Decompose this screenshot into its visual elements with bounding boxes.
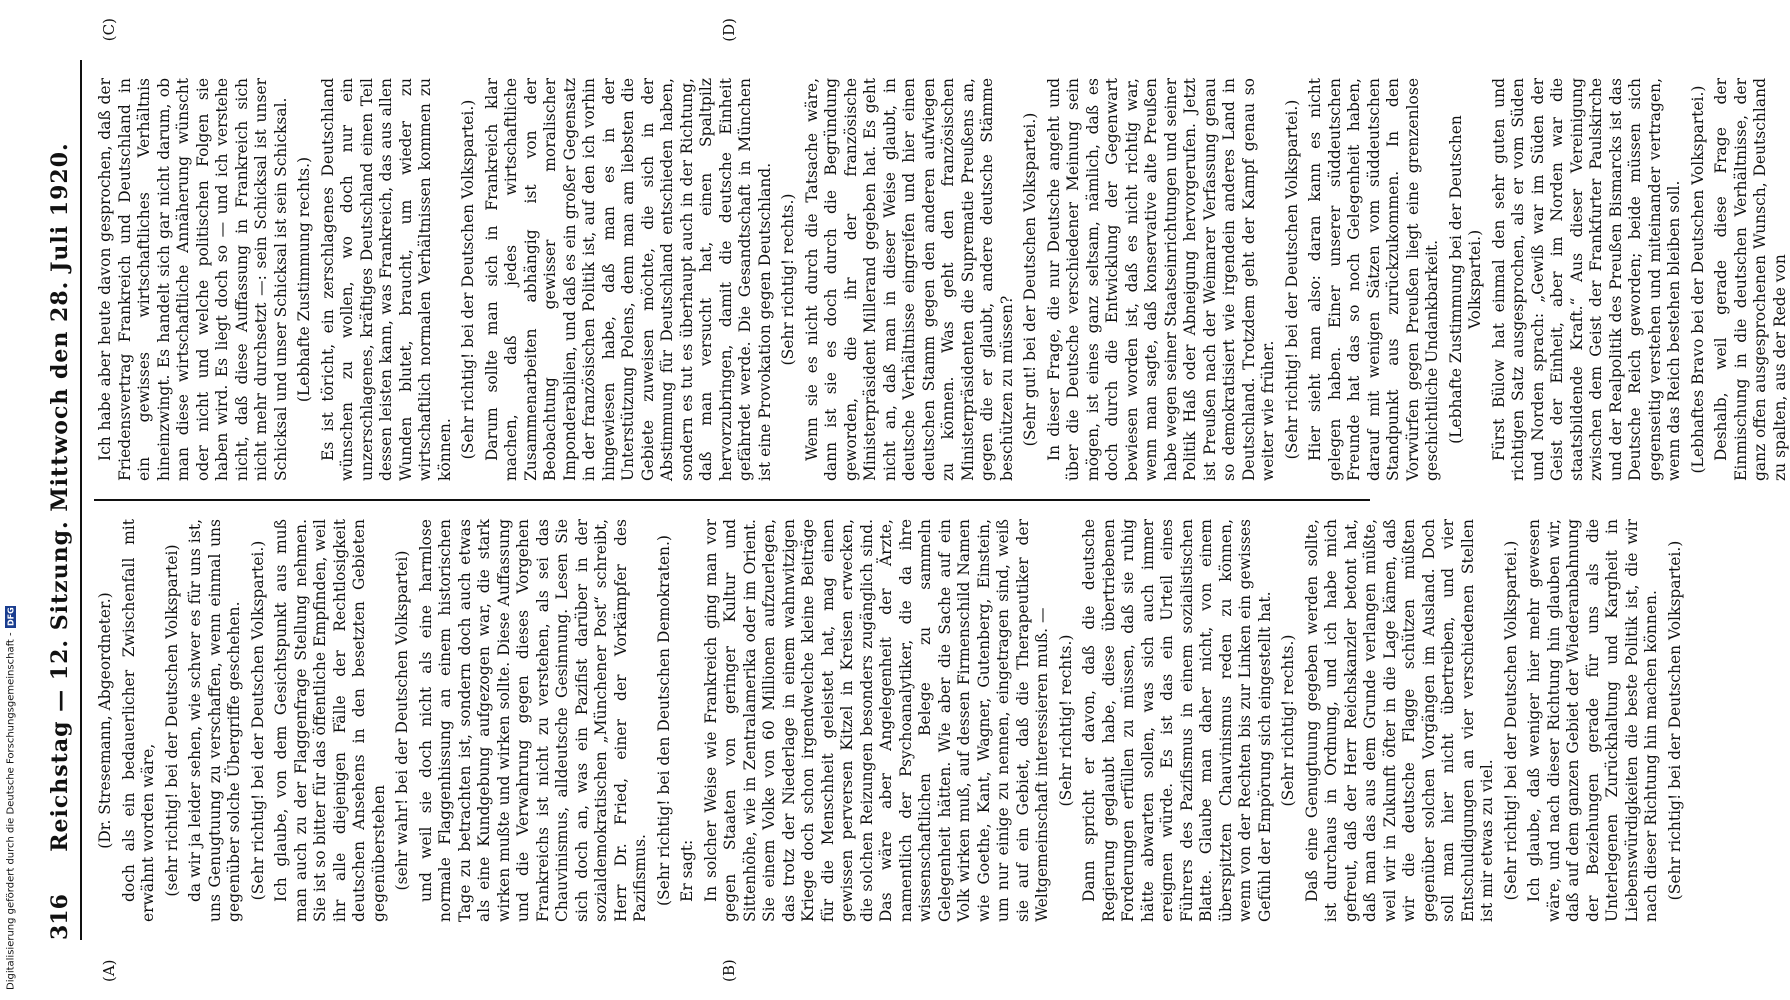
dfg-logo: DFG	[6, 607, 16, 627]
paragraph: (Sehr richtig! bei der Deutschen Volkspartei.)	[248, 540, 267, 901]
paragraph: Ich glaube, von dem Gesichtspunkt aus muß man auch zu der Flaggenfrage Stellung nehmen. Sie ist so bitter für das öffentliche Empfinden, weil ihr alle diejenigen Fälle der Rechtlosigkeit deutschen Ansehens in den besetzten Gebieten gegenüberstehen	[272, 519, 388, 922]
paragraph: (sehr wahr! bei der Deutschen Volkspartei)	[393, 550, 411, 891]
right-column	[90, 60, 1789, 499]
paragraph: Ich glaube, daß weniger hier mehr gewesen wäre, und nach dieser Richtung hin glauben wir, daß auf dem ganzen Gebiet der Wiederanbahnung der Beziehungen gerade für uns als die Unterlegenen Zurückhaltung und Kargheit in Liebenswürdigkeiten die beste Politik ist, die wir nach dieser Richtung hin machen können.	[1525, 519, 1660, 922]
paragraph: Darum sollte man sich in Frankreich klar machen, daß jedes wirtschaftliche Zusammenarbeiten abhängig ist von der Beobachtung gewisser moralischer Imponderabilien, und daß es ein großer Gegensatz in der französischen Politik ist, auf den ich vorhin hingewiesen habe, daß man es in der Unterstützung Polens, denn man am liebsten die Gebiete zuweisen möchte, die sich in der Abstimmung für Deutschland entschieden haben, sondern es tut es überhaupt auch in der Richtung, daß man versucht hat, einen Spaltpilz hervorzubringen, damit die deutsche Einheit gefährdet werde. Die Gesandtschaft in München ist eine Provokation gegen Deutschland.	[482, 78, 774, 481]
page-header	[40, 60, 82, 940]
page-title: Reichstag — 12. Sitzung. Mittwoch den 28. Juli 1920.	[47, 142, 73, 852]
paragraph: In dieser Frage, die nur Deutsche angeht und über die Deutsche verschiedener Meinung sein mögen, ist eines ganz seltsam, nämlich, daß es doch durch die Entwicklung der Gegenwart bewiesen worden ist, daß es nicht richtig war, wenn man sagte, daß konservative alte Preußen habe wegen seiner Staatseinrichtungen und seiner Politik Haß oder Abneigung hervorgerufen. Jetzt ist Preußen nach der Weimarer Verfassung genau so demokratisiert wie irgendein anderes Land in Deutschland. Trotzdem geht der Kampf genau so weiter wie früher.	[1044, 78, 1277, 481]
paragraph: (Sehr richtig! bei der Deutschen Volkspartei.)	[1665, 540, 1684, 901]
text-columns	[90, 60, 1789, 940]
paragraph: (Sehr richtig! rechts.)	[1056, 634, 1075, 807]
margin-letter-a: (A)	[100, 959, 118, 982]
paragraph: doch als ein bedauerlicher Zwischenfall mit erwähnt worden wäre,	[119, 519, 157, 922]
paragraph: Wenn sie es nicht durch die Tatsache wäre, dann ist sie es doch durch die Begründung geworden, die ihr der französische Ministerpräsident Millerand gegeben hat. Es geht nicht an, daß man in dieser Weise glaubt, in deutsche Verhältnisse eingreifen und hier einen deutschen Stamm gegen den anderen aufwiegen zu können. Was geht den französischen Ministerpräsidenten die Suprematie Preußens an, gegen die er glaubt, andere deutsche Stämme beschützen zu müssen?	[802, 78, 1016, 481]
paragraph: Fürst Bülow hat einmal den sehr guten und richtigen Satz ausgesprochen, als er vom Süden und Norden sprach: „Gewiß war im Süden der Geist der Einheit, aber im Norden war die staatsbildende Kraft.“ Aus dieser Vereinigung zwischen dem Geist der Frankfurter Paulskirche und der Realpolitik des Preußen Bismarcks ist das Deutsche Reich geworden; beide müssen sich gegenseitig verstehen und miteinander vertragen, wenn das Reich bestehen bleiben soll.	[1489, 78, 1683, 481]
paragraph: (Sehr richtig! bei der Deutschen Volkspartei.)	[1282, 99, 1301, 460]
margin-letter-d: (D)	[720, 18, 738, 42]
paragraph: (Sehr richtig! bei der Deutschen Volkspartei.)	[1501, 540, 1520, 901]
paragraph: (Lebhafte Zustimmung bei der Deutschen Volkspartei.)	[1446, 115, 1484, 444]
digitization-text: Digitalisierung gefördert durch die Deutsche Forschungsgemeinschaft -	[5, 632, 17, 990]
paragraph: (sehr richtig! bei der Deutschen Volkspartei)	[162, 544, 181, 897]
paragraph: Dann spricht er davon, daß die deutsche Regierung geglaubt habe, diese übertriebenen Forderungen erfüllen zu müssen, daß sie ruhig hätte abwarten sollen, was sich auch immer ereignen würde. Es ist das ein Urteil eines Führers des Pazifismus in einem sozialistischen Blatte. Glaube man daher nicht, von einem überspitzten Chauvinismus reden zu können, wenn von der Rechten bis zur Linken ein gewisses Gefühl der Empörung sich eingestellt hat.	[1080, 519, 1274, 922]
paragraph: Hier sieht man also: daran kann es nicht gelegen haben. Einer unserer süddeutschen Freunde hat das so noch Gelegenheit haben, darauf mit wenigen Sätzen vom süddeutschen Standpunkt aus zurückzukommen. In den Vorwürfen gegen Preußen liegt eine grenzenlose geschichtliche Undankbarkeit.	[1306, 78, 1441, 481]
paragraph: Es ist töricht, ein zerschlagenes Deutschland wünschen zu wollen, wo doch nur ein unzerschlagenes, kräftiges Deutschland einen Teil dessen leisten kann, was Frankreich, das aus allen Wunden blutet, braucht, um wieder zu wirtschaftlich normalen Verhältnissen kommen zu können.	[318, 78, 454, 481]
left-column	[90, 501, 1684, 940]
paragraph: und weil sie doch nicht als eine harmlose normale Flaggenhissung an einem historischen Tage zu betrachten ist, sondern doch auch etwas als eine Kundgebung aufgezogen war, die stark wirken mußte und wirken sollte. Diese Auffassung und die Verwahrung gegen dieses Vorgehen Frankreichs ist nicht zu verstehen, als sei das Chauvinismus, alldeutsche Gesinnung. Lesen Sie sich doch an, was ein Pazifist darüber in der sozialdemokratischen „Münchener Post“ schreibt, Herr Dr. Fried, einer der Vorkämpfer des Pazifismus.	[416, 519, 649, 922]
margin-letter-c: (C)	[100, 18, 118, 42]
paragraph: (Lebhaftes Bravo bei der Deutschen Volkspartei.)	[1688, 85, 1707, 474]
paragraph: (Sehr richtig! rechts.)	[1279, 634, 1297, 807]
paragraph: Deshalb, weil gerade diese Frage der Einmischung in die deutschen Verhältnisse, der ganz offen ausgesprochenen Wunsch, Deutschland zu spalten, aus der Rede von	[1712, 78, 1789, 481]
column-divider	[94, 499, 1370, 501]
paragraph: da wir ja leider sehen, wie schwer es für uns ist, uns Genugtuung zu verschaffen, wenn einmal uns gegenüber solche Übergriffe geschehen.	[186, 519, 243, 922]
paragraph: (Sehr gut! bei der Deutschen Volkspartei.)	[1021, 112, 1039, 447]
paragraph: (Sehr richtig! bei den Deutschen Demokraten.)	[654, 535, 673, 906]
page-number: 316	[47, 894, 73, 940]
paragraph: (Lebhafte Zustimmung rechts.)	[295, 156, 313, 403]
paragraph: (Sehr richtig! bei der Deutschen Volkspartei.)	[459, 99, 477, 460]
paragraph: Ich habe aber heute davon gesprochen, daß der Friedensvertrag Frankreich und Deutschland in ein gewisses wirtschaftliches Verhältnis hineinzwingt. Es handelt sich gar nicht darum, ob man diese wirtschaftliche Annäherung wünscht oder nicht und welche politischen Folgen sie haben wird. Es liegt doch so — und ich verstehe nicht, daß diese Auffassung in Frankreich sich nicht mehr durchsetzt —: sein Schicksal ist unser Schicksal und unser Schicksal ist sein Schicksal.	[96, 78, 290, 481]
paragraph: Er sagt:	[678, 839, 696, 902]
digitization-note	[1, 210, 21, 990]
margin-letter-b: (B)	[720, 959, 738, 982]
paragraph: In solcher Weise wie Frankreich ging man vor gegen Staaten von geringer Kultur und Sittenhöhe, wie in Zentralamerika oder im Orient. Sie einem Volke von 60 Millionen aufzuerlegen, das trotz der Niederlage in einem wahnwitzigen Kriege doch schon irgendwelche kleine Beiträge für die Menschheit geleistet hat, mag einen gewissen perversen Kitzel in Kreisen erwecken, die solchen Reizungen besonders zugänglich sind. Das wäre aber Angelegenheit der Ärzte, namentlich der Psychoanalytiker, die da ihre wissenschaftlichen Belege zu sammeln Gelegenheit hätten. Wie aber die Sache auf ein Volk wirken muß, auf dessen Firmenschild Namen wie Goethe, Kant, Wagner, Gutenberg, Einstein, um nur einige zu nennen, eingetragen sind, weiß sie auf ein Gebiet, daß die Therapeutiker der Weltgemeinschaft interessieren muß. —	[701, 519, 1051, 922]
paragraph: (Dr. Stresemann, Abgeordneter.)	[96, 592, 114, 849]
paragraph: (Sehr richtig! rechts.)	[779, 193, 797, 366]
paragraph: Daß eine Genugtuung gegeben werden sollte, ist durchaus in Ordnung, und ich habe mich gefreut, daß der Herr Reichskanzler betont hat, daß man das aus dem Grunde verlangen müßte, weil wir in Zukunft öfter in die Lage kämen, daß wir die deutsche Flagge schützen müßten gegenüber solchen Vorgängen im Ausland. Doch soll man hier nicht übertreiben, und vier Entschuldigungen an vier verschiedenen Stellen ist mir etwas zu viel.	[1302, 519, 1496, 922]
